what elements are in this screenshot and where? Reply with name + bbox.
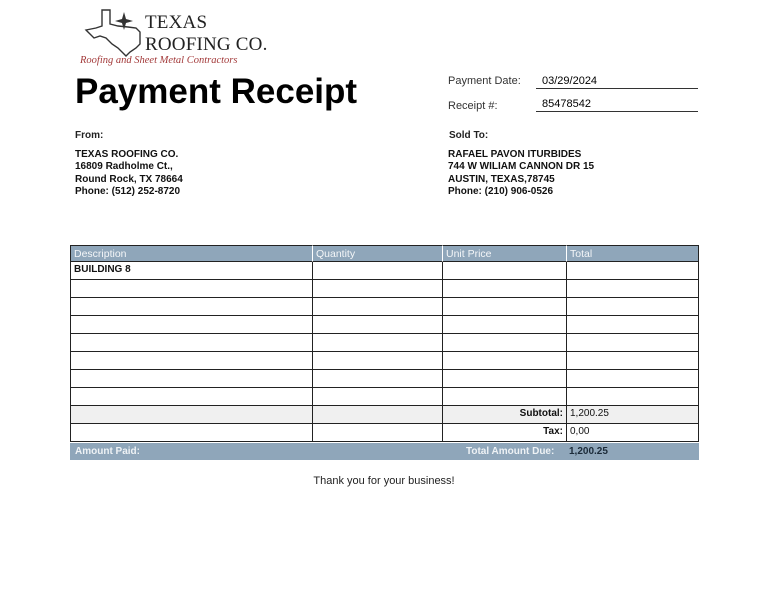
cell-quantity (313, 388, 443, 406)
subtotal-value: 1,200.25 (567, 406, 699, 424)
header-quantity: Quantity (313, 245, 443, 262)
cell-unit-price (443, 298, 567, 316)
cell-unit-price (443, 316, 567, 334)
table-row (70, 334, 699, 352)
sold-to-address (448, 149, 594, 199)
table-row (70, 352, 699, 370)
table-row (70, 280, 699, 298)
cell-description (70, 334, 313, 352)
from-street: 16809 Radholme Ct., (75, 161, 173, 173)
table-header-row (70, 245, 699, 262)
cell-total (567, 316, 699, 334)
sold-to-city: AUSTIN, TEXAS,78745 (448, 173, 555, 185)
cell-quantity (313, 280, 443, 298)
from-phone: Phone: (512) 252-8720 (75, 186, 181, 198)
subtotal-blank-1 (70, 406, 313, 424)
cell-total (567, 352, 699, 370)
cell-quantity (313, 370, 443, 388)
cell-quantity (313, 316, 443, 334)
cell-description (70, 388, 313, 406)
cell-total (567, 388, 699, 406)
tax-value: 0,00 (567, 424, 699, 442)
header-description: Description (70, 245, 313, 262)
sold-to-street: 744 W WILIAM CANNON DR 15 (448, 161, 595, 173)
items-table (70, 245, 699, 442)
cell-description (70, 298, 313, 316)
totals-band (70, 443, 699, 460)
payment-date-value: 03/29/2024 (536, 75, 698, 89)
cell-description (70, 352, 313, 370)
thank-you-note: Thank you for your business! (313, 475, 455, 487)
receipt-number-label: Receipt #: (448, 100, 498, 112)
from-label: From: (75, 130, 104, 141)
table-row (70, 262, 699, 280)
cell-quantity (313, 262, 443, 280)
table-row (70, 298, 699, 316)
sold-to-label: Sold To: (449, 130, 489, 141)
table-row (70, 316, 699, 334)
from-name: TEXAS ROOFING CO. (75, 149, 179, 160)
cell-unit-price (443, 334, 567, 352)
cell-unit-price (443, 370, 567, 388)
cell-total (567, 280, 699, 298)
cell-description (70, 316, 313, 334)
cell-quantity (313, 298, 443, 316)
cell-unit-price (443, 262, 567, 280)
cell-total (567, 298, 699, 316)
subtotal-label: Subtotal: (443, 406, 567, 424)
table-row (70, 370, 699, 388)
total-due-label: Total Amount Due: (466, 446, 555, 457)
cell-total (567, 370, 699, 388)
page-title: Payment Receipt (75, 72, 358, 111)
header-unit-price: Unit Price (443, 245, 567, 262)
table-row (70, 388, 699, 406)
logo-text-line2: ROOFING CO. (145, 34, 268, 55)
from-address (75, 149, 183, 199)
logo-text-line1: TEXAS (145, 12, 208, 33)
cell-total (567, 334, 699, 352)
cell-total (567, 262, 699, 280)
texas-outline-icon (84, 8, 150, 58)
cell-description: BUILDING 8 (70, 262, 313, 280)
cell-description (70, 280, 313, 298)
sold-to-name: RAFAEL PAVON ITURBIDES (448, 149, 582, 160)
logo-tagline: Roofing and Sheet Metal Contractors (80, 55, 238, 66)
cell-description (70, 370, 313, 388)
sold-to-phone: Phone: (210) 906-0526 (448, 186, 554, 198)
tax-row (70, 424, 699, 442)
subtotal-blank-2 (313, 406, 443, 424)
subtotal-row (70, 406, 699, 424)
payment-date-label: Payment Date: (448, 75, 521, 87)
cell-unit-price (443, 280, 567, 298)
cell-quantity (313, 334, 443, 352)
total-due-value: 1,200.25 (569, 446, 608, 457)
tax-blank-2 (313, 424, 443, 442)
company-logo (80, 6, 280, 70)
tax-label: Tax: (443, 424, 567, 442)
cell-quantity (313, 352, 443, 370)
receipt-number-value: 85478542 (536, 98, 698, 112)
tax-blank-1 (70, 424, 313, 442)
header-total: Total (567, 245, 699, 262)
from-city: Round Rock, TX 78664 (75, 173, 183, 185)
cell-unit-price (443, 388, 567, 406)
cell-unit-price (443, 352, 567, 370)
amount-paid-label: Amount Paid: (75, 446, 140, 457)
